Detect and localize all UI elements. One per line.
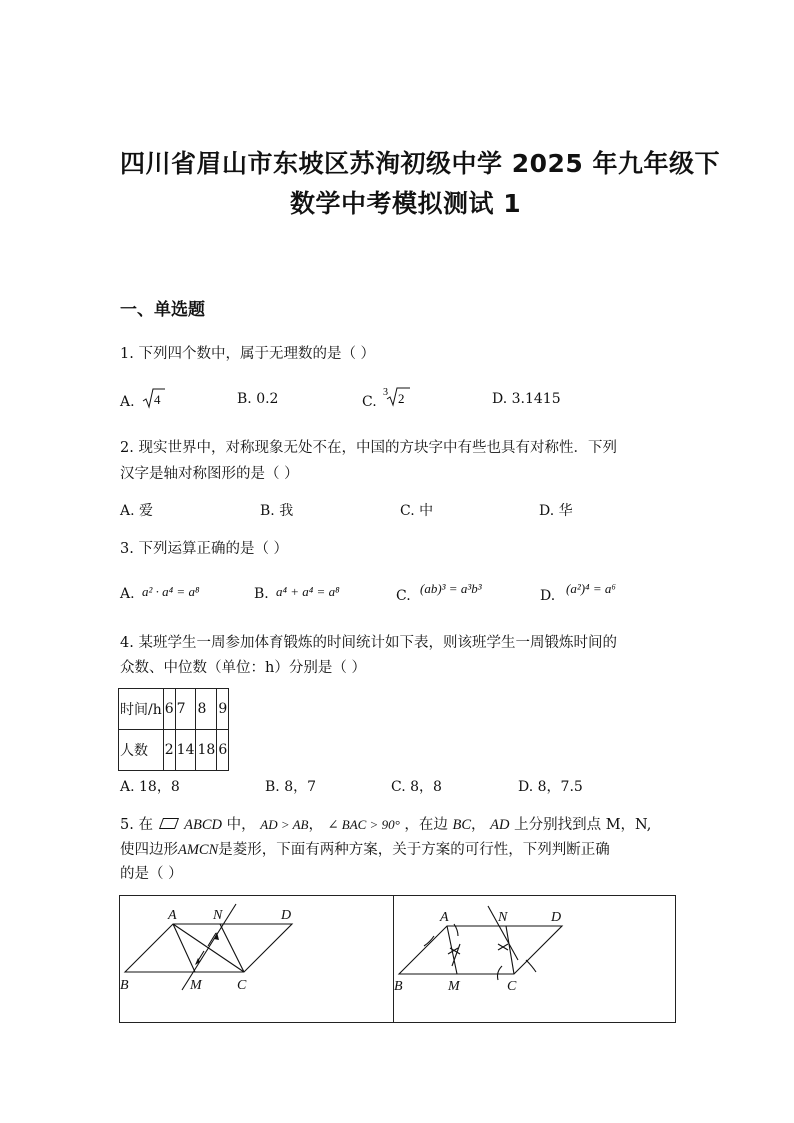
fig1-label-a: A <box>168 908 177 923</box>
table-cell: 8 <box>196 689 217 730</box>
q1-c-cbrt <box>382 385 414 409</box>
q3-option-d-expr: (a²)⁴ = a⁶ <box>566 581 616 596</box>
q3-option-b-label: B. <box>254 586 269 602</box>
parallelogram-icon <box>159 818 179 829</box>
q2-option-b: B. 我 <box>260 503 294 519</box>
q2-option-d: D. 华 <box>539 503 573 519</box>
q5-stem-line-3: 的是（ ） <box>120 866 183 882</box>
title-line-1: 四川省眉山市东坡区苏洵初级中学 2025 年九年级下 <box>120 149 720 178</box>
q1-option-b: B. 0.2 <box>237 391 279 407</box>
table-cell: 18 <box>196 730 217 771</box>
q1-stem: 1. 下列四个数中，属于无理数的是（ ） <box>120 346 376 362</box>
q1-option-a <box>120 394 135 410</box>
table-row <box>119 730 229 771</box>
q3-option-c-expr: (ab)³ = a³b³ <box>420 581 482 596</box>
q5-figure-scheme-1 <box>120 896 393 1022</box>
q4-data-table <box>118 688 229 771</box>
q1-option-d: D. 3.1415 <box>492 391 561 407</box>
q4-stem-line-2: 众数、中位数（单位：h）分别是（ ） <box>120 660 366 676</box>
q3-option-c-label: C. <box>396 588 411 604</box>
table-cell: 7 <box>175 689 196 730</box>
q1-a-radicand: 4 <box>154 392 161 407</box>
q1-option-c-label: C. <box>362 394 377 410</box>
q4-option-c: C. 8，8 <box>391 779 442 795</box>
table-cell: 时间/h <box>119 689 164 730</box>
q1-c-radicand: 2 <box>398 391 405 406</box>
q5-prefix: 5. 在 <box>120 817 153 833</box>
fig2-label-m: M <box>448 979 460 994</box>
table-cell: 9 <box>217 689 229 730</box>
q2-option-a: A. 爱 <box>120 503 154 519</box>
q2-stem-line-2: 汉字是轴对称图形的是（ ） <box>120 466 299 482</box>
q5-mid: ，在边 <box>404 817 448 833</box>
q4-option-b: B. 8，7 <box>265 779 317 795</box>
q3-option-d-label: D. <box>540 588 556 604</box>
q5-in: 中， <box>226 817 256 833</box>
q5-cond1: AD > AB <box>260 817 309 832</box>
q4-stem-line-1: 4. 某班学生一周参加体育锻炼的时间统计如下表，则该班学生一周锻炼时间的 <box>120 635 617 651</box>
q1-option-a-label: A. <box>120 394 135 410</box>
fig1-label-c: C <box>237 978 247 993</box>
fig1-label-n: N <box>213 908 223 923</box>
fig2-label-c: C <box>507 979 517 994</box>
q5-tail: 上分别找到点 M，N, <box>514 817 652 833</box>
fig2-label-a: A <box>440 910 449 925</box>
q4-option-a: A. 18，8 <box>120 779 180 795</box>
q5-line2-a: 使四边形 <box>120 842 178 858</box>
fig2-label-n: N <box>498 910 508 925</box>
q5-cond2: ∠ BAC > 90° <box>327 817 400 832</box>
q5-abcd: ABCD <box>184 817 223 833</box>
q5-line2-b: 是菱形，下面有两种方案，关于方案的可行性，下列判断正确 <box>218 842 610 858</box>
q3-option-a-label: A. <box>120 586 135 602</box>
q1-c-index: 3 <box>383 387 388 398</box>
table-row <box>119 689 229 730</box>
q1-a-sqrt <box>141 387 167 411</box>
q5-bc: BC <box>452 817 472 833</box>
section-heading: 一、单选题 <box>120 300 205 320</box>
fig1-label-m: M <box>190 978 202 993</box>
q5-stem-line-2 <box>120 838 610 859</box>
fig1-label-b: B <box>120 978 129 993</box>
table-cell: 2 <box>163 730 175 771</box>
q5-figure-box <box>119 895 676 1023</box>
table-cell: 6 <box>163 689 175 730</box>
fig2-label-b: B <box>394 979 403 994</box>
fig2-label-d: D <box>551 910 562 925</box>
q2-stem-line-1: 2. 现实世界中，对称现象无处不在，中国的方块字中有些也具有对称性．下列 <box>120 440 617 456</box>
q3-option-b-expr: a⁴ + a⁴ = a⁸ <box>276 584 340 599</box>
q3-option-a-expr: a² · a⁴ = a⁸ <box>142 584 200 599</box>
q3-stem: 3. 下列运算正确的是（ ） <box>120 541 289 557</box>
q5-amcn: AMCN <box>178 842 219 858</box>
table-cell: 人数 <box>119 730 164 771</box>
fig1-label-d: D <box>281 908 292 923</box>
table-cell: 14 <box>175 730 196 771</box>
title-line-2: 数学中考模拟测试 1 <box>290 189 522 218</box>
q5-figure-scheme-2 <box>394 896 674 1022</box>
table-cell: 6 <box>217 730 229 771</box>
q5-stem-line-1: 5. 在 ABCD 中， AD > AB， ∠ BAC > 90° ，在边 BC， AD 上分别找到点 M，N, <box>120 817 652 833</box>
q5-ad: AD <box>490 817 510 833</box>
q2-option-c: C. 中 <box>400 503 434 519</box>
q4-option-d: D. 8，7.5 <box>518 779 583 795</box>
